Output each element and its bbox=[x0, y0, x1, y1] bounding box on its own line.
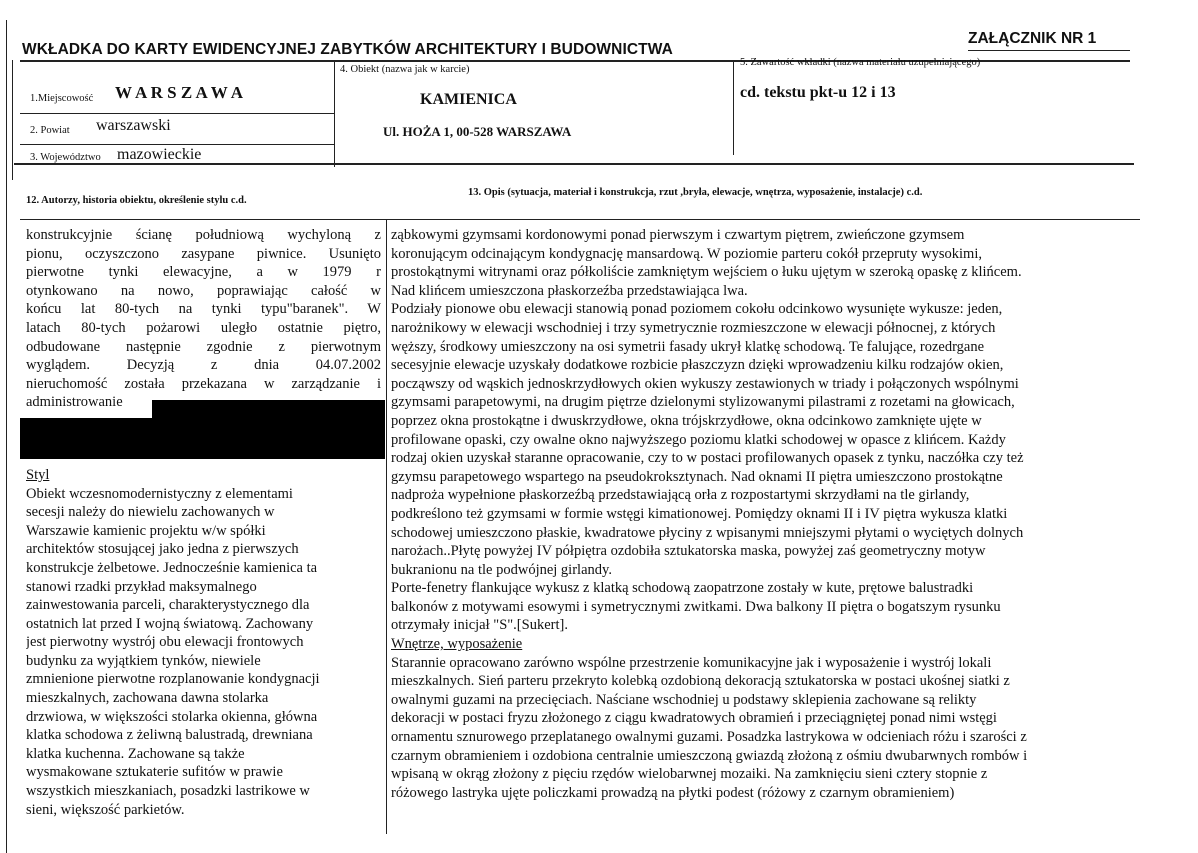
object-label: 4. Obiekt (nazwa jak w karcie) bbox=[340, 64, 470, 75]
description-line: nadproża wypełnione płaskorzeźbą przedstawiającą orła z rozpostartymi skrzydłami na tle girlandy, bbox=[391, 487, 970, 504]
interior-line: mieszkalnych. Sień parteru przekryto kolebką ozdobioną dekoracją sztukatorska w postaci ukośnej siatki z bbox=[391, 673, 1010, 690]
column-divider bbox=[386, 219, 387, 834]
locality-label: 1.Miejscowość bbox=[30, 93, 94, 104]
style-line: architektów stosującej jako jedna z pierwszych bbox=[26, 541, 299, 558]
description-line: Porte-fenetry flankujące wykusz z klatką schodową zaopatrzone zostały w kute, prętowe balustradki bbox=[391, 580, 974, 597]
history-line: końcu lat 80-tych na tynki typu"baranek". W bbox=[26, 301, 381, 318]
description-line: węższy, środkowy umieszczony na osi symetrii fasady ukrył klatkę schodową. Te falujące, rozedrgane bbox=[391, 338, 985, 355]
style-line: zainwestowania parceli, charakterystycznego dla bbox=[26, 597, 310, 614]
document-title: WKŁADKA DO KARTY EWIDENCYJNEJ ZABYTKÓW ARCHITEKTURY I BUDOWNICTWA bbox=[22, 41, 673, 58]
description-line: Podziały pionowe obu elewacji stanowią ponad poziomem cokołu odcinkowo wysunięte wykusze: jeden, bbox=[391, 301, 1003, 318]
annex-label: ZAŁĄCZNIK NR 1 bbox=[968, 30, 1097, 47]
description-line: poprzez okna prostokątne i dwuskrzydłowe, okna trójskrzydłowe, okna odcinkowo zamknięte ujęte w bbox=[391, 412, 982, 429]
history-line: pionu, oczyszczono zasypane piwnice. Usunięto bbox=[26, 245, 381, 262]
district-value: warszawski bbox=[96, 117, 171, 134]
history-line: wyglądem. Decyzją z dnia 04.07.2002 bbox=[26, 357, 381, 374]
description-line: balkonów z motywami esowymi i symetrycznymi zwitkami. Dwa balkony II piętra o bogatszym rysunku bbox=[391, 598, 1001, 615]
section-12-heading: 12. Autorzy, historia obiektu, określenie stylu c.d. bbox=[26, 195, 247, 206]
style-line: konstrukcje żelbetowe. Jednocześnie kamienica ta bbox=[26, 559, 318, 576]
description-line: koronującym odcinającym kondygnację mansardową. W poziomie parteru cokół przepruty wysokimi, bbox=[391, 245, 982, 262]
locality-value: W A R S Z A W A bbox=[115, 83, 244, 102]
description-line: profilowane opaski, czy owalne okno najwyższego poziomu klatki schodowej w opasce z klińcem. Każdy bbox=[391, 431, 1006, 448]
style-line: wysmakowane sztukaterie sufitów w prawie bbox=[26, 764, 283, 781]
description-line: gzymsu parapetowego wspartego na pseudokroksztynach. Nad oknami II piętra umieszczono prostokątne bbox=[391, 468, 1003, 485]
description-line: podkreślono też gzymsami w formie wstęgi kimationowej. Pomiędzy oknami II i IV piętra wykusza klatki bbox=[391, 505, 1008, 522]
interior-line: owalnymi guzami na przecięciach. Naściane wschodniej u podstawy sklepienia zachowane są relikty bbox=[391, 691, 977, 708]
object-name: KAMIENICA bbox=[420, 91, 517, 108]
history-line: latach 80-tych pożarowi uległo ostatnie piętro, bbox=[26, 319, 381, 336]
description-line: ząbkowymi gzymsami kordonowymi ponad pierwszym i czwartym piętrem, zwieńczone gzymsem bbox=[391, 227, 965, 243]
description-line: prostokątnymi witrynami oraz półkoliście zamkniętym wejściem o łuku ujętym w szeroką opaskę z klińcem. bbox=[391, 264, 1022, 281]
description-line: bukranionu na tle podwójnej girlandy. bbox=[391, 561, 612, 578]
description-line: secesyjnie elewacje uzyskały dodatkowe rozbicie płaszczyzn dzięki wprowadzeniu kilku rodzajów okien, bbox=[391, 357, 1004, 374]
page-left-border bbox=[6, 20, 7, 853]
interior-line: wpisaną w okrąg złożony z pięciu rzędów wielobarwnej mozaiki. Na zamknięciu sieni cztery stopnie z bbox=[391, 766, 988, 783]
object-address: Ul. HOŻA 1, 00-528 WARSZAWA bbox=[383, 124, 572, 139]
history-line-last: administrowanie bbox=[26, 394, 123, 411]
interior-heading: Wnętrze, wyposażenie bbox=[391, 636, 523, 653]
description-line: Nad klińcem umieszczona płaskorzeźba przedstawiająca lwa. bbox=[391, 282, 748, 299]
description-line: narożnikowy w elewacji wschodniej i trzy symetrycznie rozmieszczone w elewacji północnej, z których bbox=[391, 319, 996, 336]
style-line: budynku za wyjątkiem tynków, niewiele bbox=[26, 652, 261, 669]
style-line: Warszawie kamienic projektu w/w spółki bbox=[26, 522, 266, 539]
interior-line: czarnym obramieniem i ozdobiona centralnie umieszczoną gwiazdą złożoną z ośmiu dwubarwnych rombów i bbox=[391, 747, 1028, 764]
section-13-heading: 13. Opis (sytuacja, materiał i konstrukcja, rzut ,bryła, elewacje, wnętrza, wyposażenie, instalacje) c.d. bbox=[468, 187, 923, 198]
history-line: konstrukcyjnie ścianę południową wychyloną z bbox=[26, 227, 381, 243]
history-line: pierwotne tynki elewacyjne, a w 1979 r bbox=[26, 264, 381, 281]
style-line: sieni, większość parkietów. bbox=[26, 801, 185, 818]
style-line: mieszkalnych, zachowana dawna stolarka bbox=[26, 690, 269, 707]
style-line: stanowi rzadki przykład maksymalnego bbox=[26, 578, 257, 595]
history-line: otynkowano na nowo, poprawiając całość w bbox=[26, 282, 381, 299]
contents-label: 5. Zawartość wkładki (nazwa materiału uzupełniającego) bbox=[740, 57, 981, 68]
style-line: secesji należy do niewielu zachowanych w bbox=[26, 504, 275, 521]
description-line: otrzymały inicjał "S".[Sukert]. bbox=[391, 617, 568, 634]
contents-value: cd. tekstu pkt-u 12 i 13 bbox=[740, 84, 896, 101]
description-line: schodowej umieszczono płaskie, kwadratowe płyciny z wpisanymi mniejszymi płytami o wyciętych dolnych bbox=[391, 524, 1024, 541]
description-line: począwszy od wąskich jednoskrzydłowych okien wykuszy zestawionych w triady i połączonych wspólnymi bbox=[391, 375, 1019, 392]
style-line: zmnienione pierwotne rozplanowanie kondygnacji bbox=[26, 671, 320, 688]
interior-line: dekoracji w postaci fryzu złożonego z ciągu kwadratowych obramień i przeciągniętej ponad nimi wstęgi bbox=[391, 710, 997, 727]
field-separator-1 bbox=[20, 113, 335, 114]
style-line: jest pierwotny wystrój obu elewacji frontowych bbox=[26, 634, 304, 651]
description-line: rodzaj okien uzyskał staranne opracowanie, czy to w postaci profilowanych opasek z tynku, naczółka czy też bbox=[391, 450, 1024, 467]
style-line: klatka schodowa z żeliwną balustradą, drewniana bbox=[26, 727, 313, 744]
right-column bbox=[391, 226, 1151, 802]
page-left-border-inner bbox=[12, 60, 13, 180]
history-line: odbudowane następnie zgodnie z pierwotnym bbox=[26, 338, 381, 355]
header-divider-2 bbox=[733, 60, 734, 155]
style-line: ostatnich lat przed I wojną światową. Zachowany bbox=[26, 615, 314, 632]
field-separator-2 bbox=[20, 144, 335, 145]
interior-line: ornamentu sznurowego przeplatanego owalnymi guzami. Posadzka lastrykowa w odcieniach różu i szarości z bbox=[391, 729, 1027, 746]
redaction-block bbox=[20, 418, 385, 459]
description-line: gzymsami parapetowymi, na drugim piętrze dzielonymi stylizowanymi pilastrami z rozetami na głowicach, bbox=[391, 394, 1015, 411]
body-top-line bbox=[20, 219, 1140, 220]
voivodeship-label: 3. Województwo bbox=[30, 152, 101, 163]
interior-line: różowego lastryka ujęte policzkami prowadzą na płytki podest (różowy z czarnym obramieniem) bbox=[391, 784, 955, 801]
style-line: klatka kuchenna. Zachowane są także bbox=[26, 745, 245, 762]
voivodeship-value: mazowieckie bbox=[117, 146, 202, 163]
interior-line: Starannie opracowano zarówno wspólne przestrzenie komunikacyjne jak i wyposażenie i wystrój lokali bbox=[391, 654, 992, 671]
style-line: Obiekt wczesnomodernistyczny z elementami bbox=[26, 485, 293, 502]
district-label: 2. Powiat bbox=[30, 125, 70, 136]
redaction-bar bbox=[152, 400, 385, 420]
history-line: nieruchomość została przekazana w zarządzanie i bbox=[26, 375, 381, 392]
annex-underline bbox=[968, 50, 1130, 51]
style-line: drzwiowa, w większości stolarka okienna, główna bbox=[26, 708, 318, 725]
left-column bbox=[26, 226, 381, 819]
description-line: narożach..Płytę powyżej IV półpiętra ozdobiła sztukatorska maska, powyżej zaś geometryczny motyw bbox=[391, 543, 986, 560]
style-heading: Styl bbox=[26, 466, 50, 483]
style-line: wszystkich mieszkaniach, posadzki lastrikowe w bbox=[26, 783, 310, 800]
